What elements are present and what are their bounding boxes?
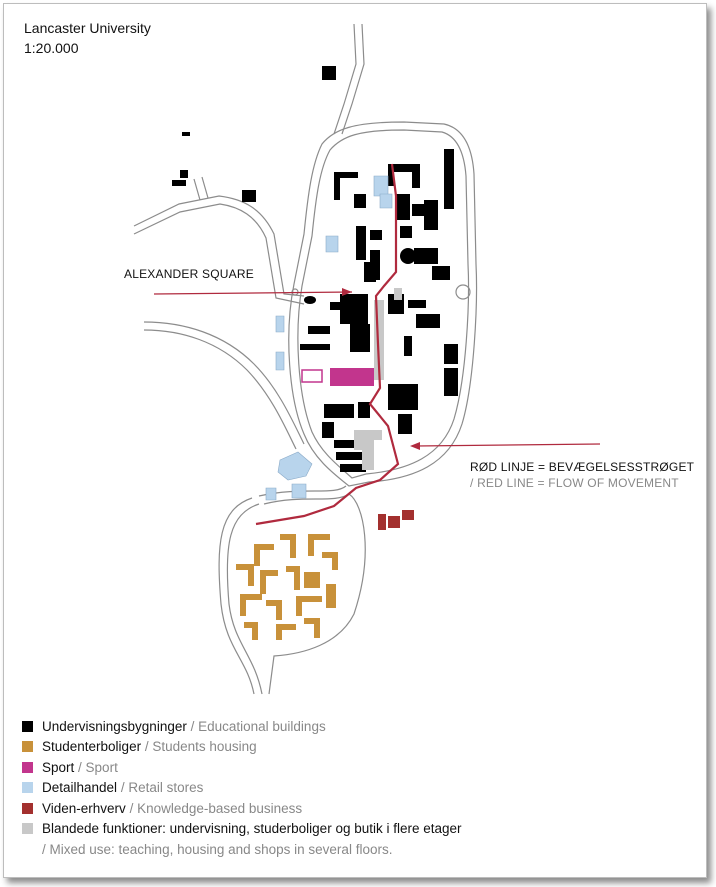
swatch-sport bbox=[22, 762, 33, 773]
legend-label-da: Studenterboliger bbox=[42, 739, 142, 755]
road-network bbox=[134, 24, 476, 694]
alexander-square-label: ALEXANDER SQUARE bbox=[124, 267, 254, 281]
legend-item-mixed bbox=[22, 819, 462, 840]
red-line-label-da: RØD LINJE = BEVÆGELSESSTRØGET bbox=[470, 460, 695, 474]
map-sheet bbox=[3, 3, 707, 878]
student-housing bbox=[236, 534, 338, 640]
legend-label-en: / Students housing bbox=[144, 739, 257, 755]
map-scale: 1:20.000 bbox=[24, 40, 79, 56]
legend-label-en: / Knowledge-based business bbox=[129, 800, 303, 816]
swatch-educational bbox=[22, 721, 33, 732]
legend-label-da: Viden-erhverv bbox=[42, 800, 126, 816]
legend-label-en: / Educational buildings bbox=[190, 718, 326, 734]
legend-item-educational bbox=[22, 716, 462, 737]
legend-item-business bbox=[22, 798, 462, 819]
red-line-label-en: / RED LINE = FLOW OF MOVEMENT bbox=[470, 476, 679, 490]
swatch-business bbox=[22, 803, 33, 814]
swatch-retail bbox=[22, 782, 33, 793]
sport-facilities bbox=[302, 368, 374, 386]
legend-item-sport bbox=[22, 757, 462, 778]
legend-mixed-use-en: / Mixed use: teaching, housing and shops in several floors. bbox=[42, 841, 393, 857]
legend-label-da: Detailhandel bbox=[42, 780, 118, 796]
legend-item-retail bbox=[22, 778, 462, 799]
campus-map bbox=[4, 4, 706, 704]
legend-label-da: Undervisningsbygninger bbox=[42, 718, 187, 734]
map-title: Lancaster University bbox=[24, 20, 151, 36]
knowledge-business bbox=[378, 510, 414, 530]
swatch-housing bbox=[22, 741, 33, 752]
legend-label-en: / Sport bbox=[78, 759, 118, 775]
legend-item-housing bbox=[22, 737, 462, 758]
legend-label-da: Blandede funktioner: undervisning, studerboliger og butik i flere etager bbox=[42, 821, 462, 837]
legend-label-en: / Retail stores bbox=[120, 780, 204, 796]
legend bbox=[22, 716, 462, 859]
swatch-mixed bbox=[22, 823, 33, 834]
legend-label-da: Sport bbox=[42, 759, 75, 775]
